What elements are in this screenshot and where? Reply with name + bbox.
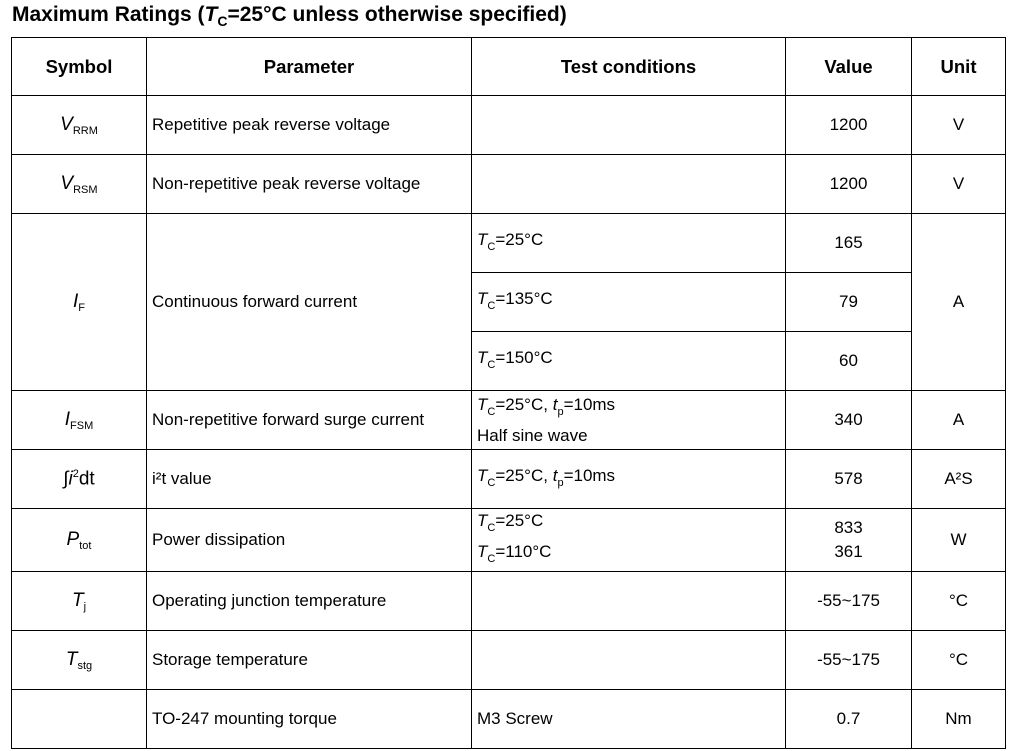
conditions-cell bbox=[472, 155, 786, 214]
value-cell: 1200 bbox=[786, 96, 912, 155]
unit-cell: °C bbox=[912, 631, 1006, 690]
value-cell: 165 bbox=[786, 214, 912, 273]
parameter-cell: TO-247 mounting torque bbox=[147, 690, 472, 749]
unit-cell: Nm bbox=[912, 690, 1006, 749]
header-parameter: Parameter bbox=[147, 38, 472, 96]
maximum-ratings-table bbox=[11, 37, 1006, 749]
table-row-vrsm bbox=[12, 155, 1006, 214]
conditions-cell: $T_C=150^\circ C$ bbox=[472, 332, 786, 391]
unit-cell: V bbox=[912, 96, 1006, 155]
symbol-cell: $I_F$ bbox=[12, 214, 147, 391]
unit-cell: V bbox=[912, 155, 1006, 214]
parameter-cell: i²t value bbox=[147, 450, 472, 509]
value-cell: -55~175 bbox=[786, 572, 912, 631]
parameter-cell: Power dissipation bbox=[147, 509, 472, 572]
conditions-cell: M3 Screw bbox=[472, 690, 786, 749]
table-row-ptot bbox=[12, 509, 1006, 572]
symbol-cell: $\int i^2dt$ bbox=[12, 450, 147, 509]
conditions-cell bbox=[472, 631, 786, 690]
table-row-i2t bbox=[12, 450, 1006, 509]
symbol-cell: $P_{tot}$ bbox=[12, 509, 147, 572]
conditions-cell: $T_C=25^\circ C$, $t_p=10ms$ bbox=[472, 450, 786, 509]
value-cell: -55~175 bbox=[786, 631, 912, 690]
unit-cell: A bbox=[912, 391, 1006, 450]
conditions-cell: $T_C=135^\circ C$ bbox=[472, 273, 786, 332]
unit-cell: A bbox=[912, 214, 1006, 391]
table-row-vrrm bbox=[12, 96, 1006, 155]
conditions-cell bbox=[472, 572, 786, 631]
unit-cell: W bbox=[912, 509, 1006, 572]
conditions-cell: $T_C=25^\circ C$ bbox=[472, 214, 786, 273]
value-cell: 833 361 bbox=[786, 509, 912, 572]
section-title: Maximum Ratings ($T_C=25^\circ C$ unless otherwise specified) bbox=[12, 3, 567, 29]
header-row bbox=[12, 38, 1006, 96]
parameter-cell: Storage temperature bbox=[147, 631, 472, 690]
symbol-cell bbox=[12, 690, 147, 749]
symbol-cell: $I_{FSM}$ bbox=[12, 391, 147, 450]
value-cell: 60 bbox=[786, 332, 912, 391]
table-row-tj bbox=[12, 572, 1006, 631]
symbol-cell: $T_j$ bbox=[12, 572, 147, 631]
parameter-cell: Repetitive peak reverse voltage bbox=[147, 96, 472, 155]
conditions-cell bbox=[472, 96, 786, 155]
conditions-cell: $T_C=25^\circ C$ $T_C=110^\circ C$ bbox=[472, 509, 786, 572]
parameter-cell: Operating junction temperature bbox=[147, 572, 472, 631]
table-row-tstg bbox=[12, 631, 1006, 690]
header-symbol: Symbol bbox=[12, 38, 147, 96]
table-row-if bbox=[12, 214, 1006, 273]
symbol-cell: $V_{RRM}$ bbox=[12, 96, 147, 155]
value-cell: 0.7 bbox=[786, 690, 912, 749]
symbol-cell: $V_{RSM}$ bbox=[12, 155, 147, 214]
header-test-conditions: Test conditions bbox=[472, 38, 786, 96]
table-row-torque bbox=[12, 690, 1006, 749]
symbol-cell: $T_{stg}$ bbox=[12, 631, 147, 690]
header-value: Value bbox=[786, 38, 912, 96]
value-cell: 340 bbox=[786, 391, 912, 450]
parameter-cell: Non-repetitive peak reverse voltage bbox=[147, 155, 472, 214]
value-cell: 79 bbox=[786, 273, 912, 332]
table-row-ifsm bbox=[12, 391, 1006, 450]
conditions-cell: $T_C=25^\circ C$, $t_p=10ms$ Half sine wave bbox=[472, 391, 786, 450]
value-cell: 578 bbox=[786, 450, 912, 509]
header-unit: Unit bbox=[912, 38, 1006, 96]
parameter-cell: Continuous forward current bbox=[147, 214, 472, 391]
value-cell: 1200 bbox=[786, 155, 912, 214]
unit-cell: A²S bbox=[912, 450, 1006, 509]
unit-cell: °C bbox=[912, 572, 1006, 631]
parameter-cell: Non-repetitive forward surge current bbox=[147, 391, 472, 450]
